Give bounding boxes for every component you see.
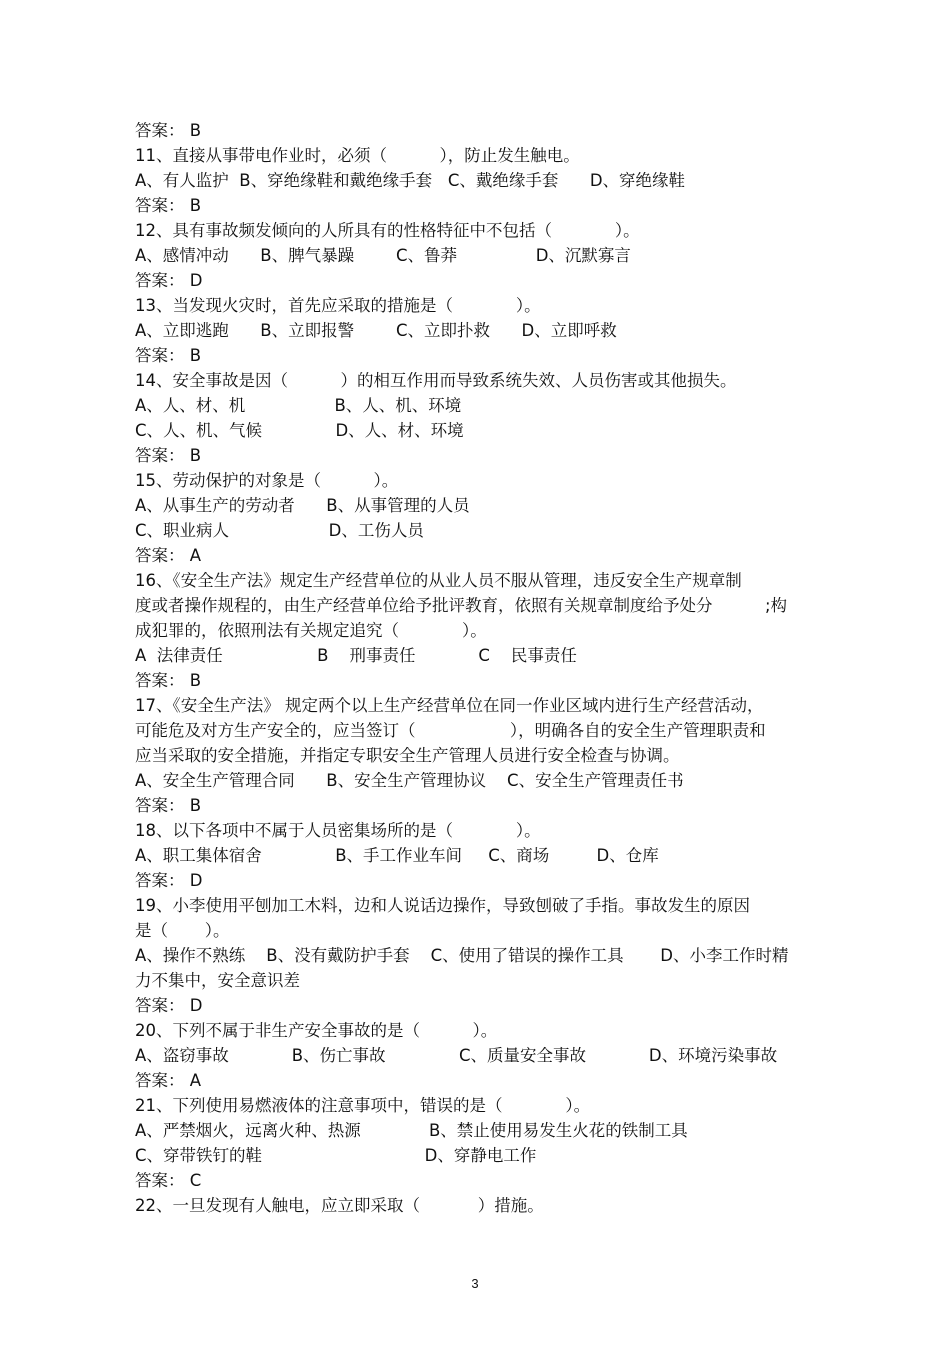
options-line: A、从事生产的劳动者 B、从事管理的人员: [135, 496, 470, 515]
answer-line: 答案： B: [135, 346, 202, 365]
answer-line: 答案： B: [135, 121, 202, 140]
options-line: A、有人监护 B、穿绝缘鞋和戴绝缘手套 C、戴绝缘手套 D、穿绝缘鞋: [135, 171, 686, 190]
question-line: 15、劳动保护的对象是（ ）。: [135, 471, 399, 490]
options-line: C、人、机、气候 D、人、材、环境: [135, 421, 464, 440]
options-line: A、职工集体宿舍 B、手工作业车间 C、商场 D、仓库: [135, 846, 659, 865]
options-line: A、人、材、机 B、人、机、环境: [135, 396, 462, 415]
answer-line: 答案： B: [135, 671, 202, 690]
question-line: 19、小李使用平刨加工木料，边和人说话边操作，导致刨破了手指。事故发生的原因: [135, 896, 750, 915]
options-line: A、严禁烟火，远离火种、热源 B、禁止使用易发生火花的铁制工具: [135, 1121, 688, 1140]
answer-line: 答案： C: [135, 1171, 202, 1190]
question-line: 12、具有事故频发倾向的人所具有的性格特征中不包括（ ）。: [135, 221, 640, 240]
question-line: 度或者操作规程的，由生产经营单位给予批评教育，依照有关规章制度给予处分 ;构: [135, 596, 788, 615]
question-line: 成犯罪的，依照刑法有关规定追究（ ）。: [135, 621, 487, 640]
question-line: 16、《安全生产法》规定生产经营单位的从业人员不服从管理，违反安全生产规章制: [135, 571, 742, 590]
answer-line: 答案： D: [135, 271, 203, 290]
answer-line: 答案： B: [135, 796, 202, 815]
question-line: 22、一旦发现有人触电，应立即采取（ ）措施。: [135, 1196, 544, 1215]
answer-line: 答案： D: [135, 996, 203, 1015]
question-line: 20、下列不属于非生产安全事故的是（ ）。: [135, 1021, 498, 1040]
answer-line: 答案： A: [135, 1071, 202, 1090]
question-line: 18、以下各项中不属于人员密集场所的是（ ）。: [135, 821, 541, 840]
options-line: C、穿带铁钉的鞋 D、穿静电工作: [135, 1146, 537, 1165]
question-line: 13、当发现火灾时，首先应采取的措施是（ ）。: [135, 296, 541, 315]
question-line: 11、直接从事带电作业时，必须（ ），防止发生触电。: [135, 146, 580, 165]
options-line: A、立即逃跑 B、立即报警 C、立即扑救 D、立即呼救: [135, 321, 617, 340]
question-line: 应当采取的安全措施，并指定专职安全生产管理人员进行安全检查与协调。: [135, 746, 680, 765]
options-line: 力不集中，安全意识差: [135, 971, 300, 990]
answer-line: 答案： A: [135, 546, 202, 565]
options-line: A、感情冲动 B、脾气暴躁 C、鲁莽 D、沉默寡言: [135, 246, 631, 265]
answer-line: 答案： B: [135, 446, 202, 465]
options-line: A、操作不熟练 B、没有戴防护手套 C、使用了错误的操作工具 D、小李工作时精: [135, 946, 789, 965]
question-line: 17、《安全生产法》 规定两个以上生产经营单位在同一作业区域内进行生产经营活动，: [135, 696, 764, 715]
question-line: 可能危及对方生产安全的，应当签订（ ），明确各自的安全生产管理职责和: [135, 721, 766, 740]
page-number: 3: [471, 1276, 479, 1291]
options-line: A 法律责任 B 刑事责任 C 民事责任: [135, 646, 577, 665]
question-line: 14、安全事故是因（ ）的相互作用而导致系统失效、人员伤害或其他损失。: [135, 371, 737, 390]
options-line: A、安全生产管理合同 B、安全生产管理协议 C、安全生产管理责任书: [135, 771, 684, 790]
question-line: 是（ ）。: [135, 921, 230, 940]
answer-line: 答案： D: [135, 871, 203, 890]
question-line: 21、下列使用易燃液体的注意事项中，错误的是（ ）。: [135, 1096, 591, 1115]
options-line: A、盗窃事故 B、伤亡事故 C、质量安全事故 D、环境污染事故: [135, 1046, 778, 1065]
options-line: C、职业病人 D、工伤人员: [135, 521, 424, 540]
answer-line: 答案： B: [135, 196, 202, 215]
